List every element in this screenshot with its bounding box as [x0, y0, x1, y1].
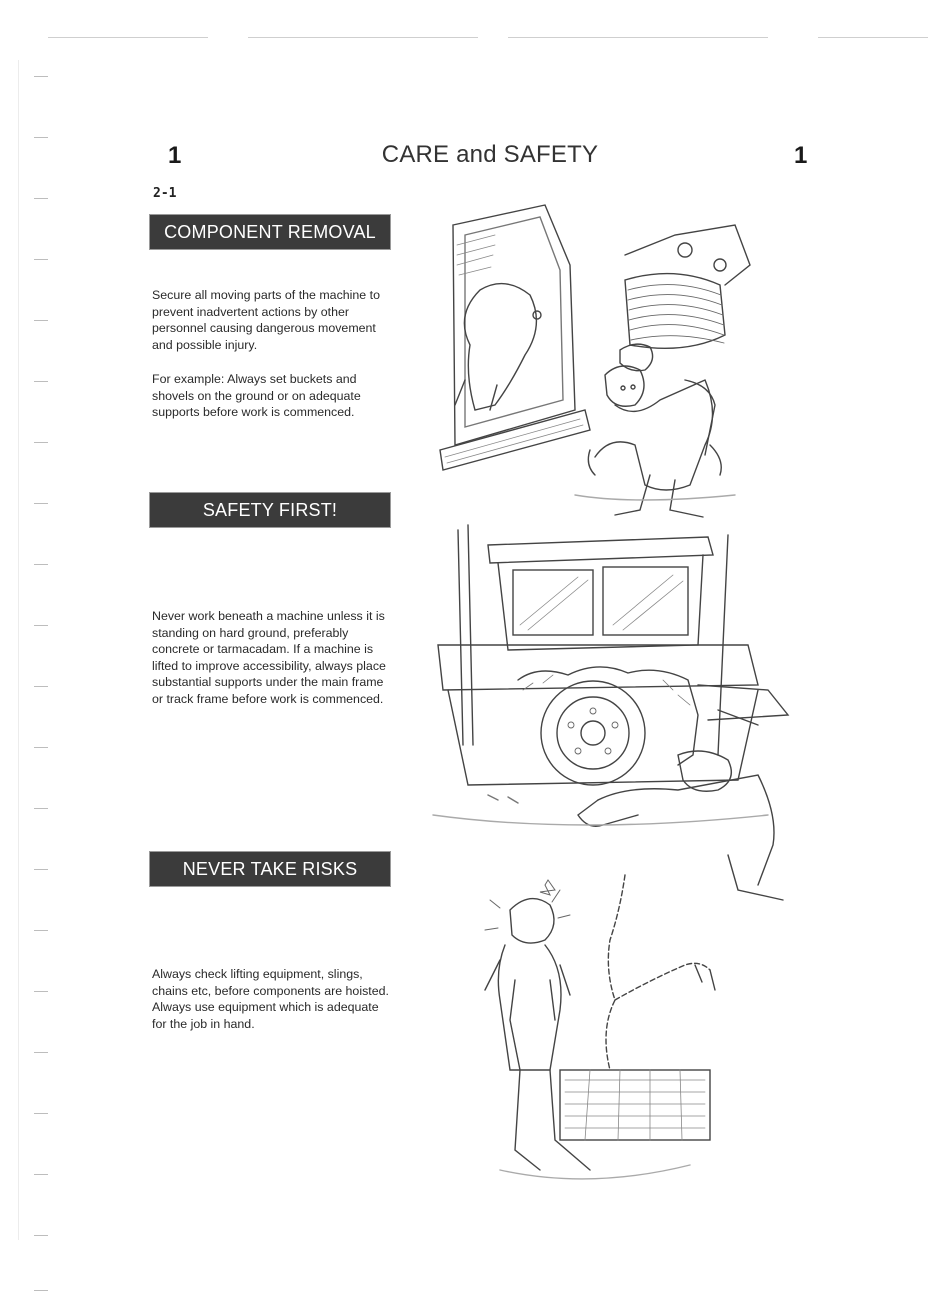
page-title: CARE and SAFETY — [381, 141, 599, 168]
illustration-never-take-risks — [470, 870, 750, 1210]
section-number: 2-1 — [153, 186, 177, 201]
paragraph-component-removal-2: For example: Always set buckets and shovels on the ground or on adequate supports before work is commenced. — [152, 372, 361, 419]
chapter-number-right: 1 — [794, 142, 808, 169]
paragraph-never-take-risks: Always check lifting equipment, slings, chains etc, before components are hoisted. Always use equipment which is adequate for the job in hand. — [152, 967, 389, 1031]
paragraph-component-removal-1: Secure all moving parts of the machine to prevent inadvertent actions by other personnel causing dangerous movement and possible injury. — [152, 288, 380, 352]
heading-component-removal: COMPONENT REMOVAL — [149, 214, 391, 250]
chapter-number-left: 1 — [168, 142, 182, 169]
paragraph-safety-first: Never work beneath a machine unless it is standing on hard ground, preferably concrete or tarmacadam. If a machine is lifted to improve accessibility, always place substantial supports under the main frame or track frame before work is commenced. — [152, 609, 386, 706]
heading-safety-first: SAFETY FIRST! — [149, 492, 391, 528]
illustration-safety-first — [428, 515, 798, 915]
heading-never-take-risks: NEVER TAKE RISKS — [149, 851, 391, 887]
illustration-component-removal — [435, 195, 755, 525]
